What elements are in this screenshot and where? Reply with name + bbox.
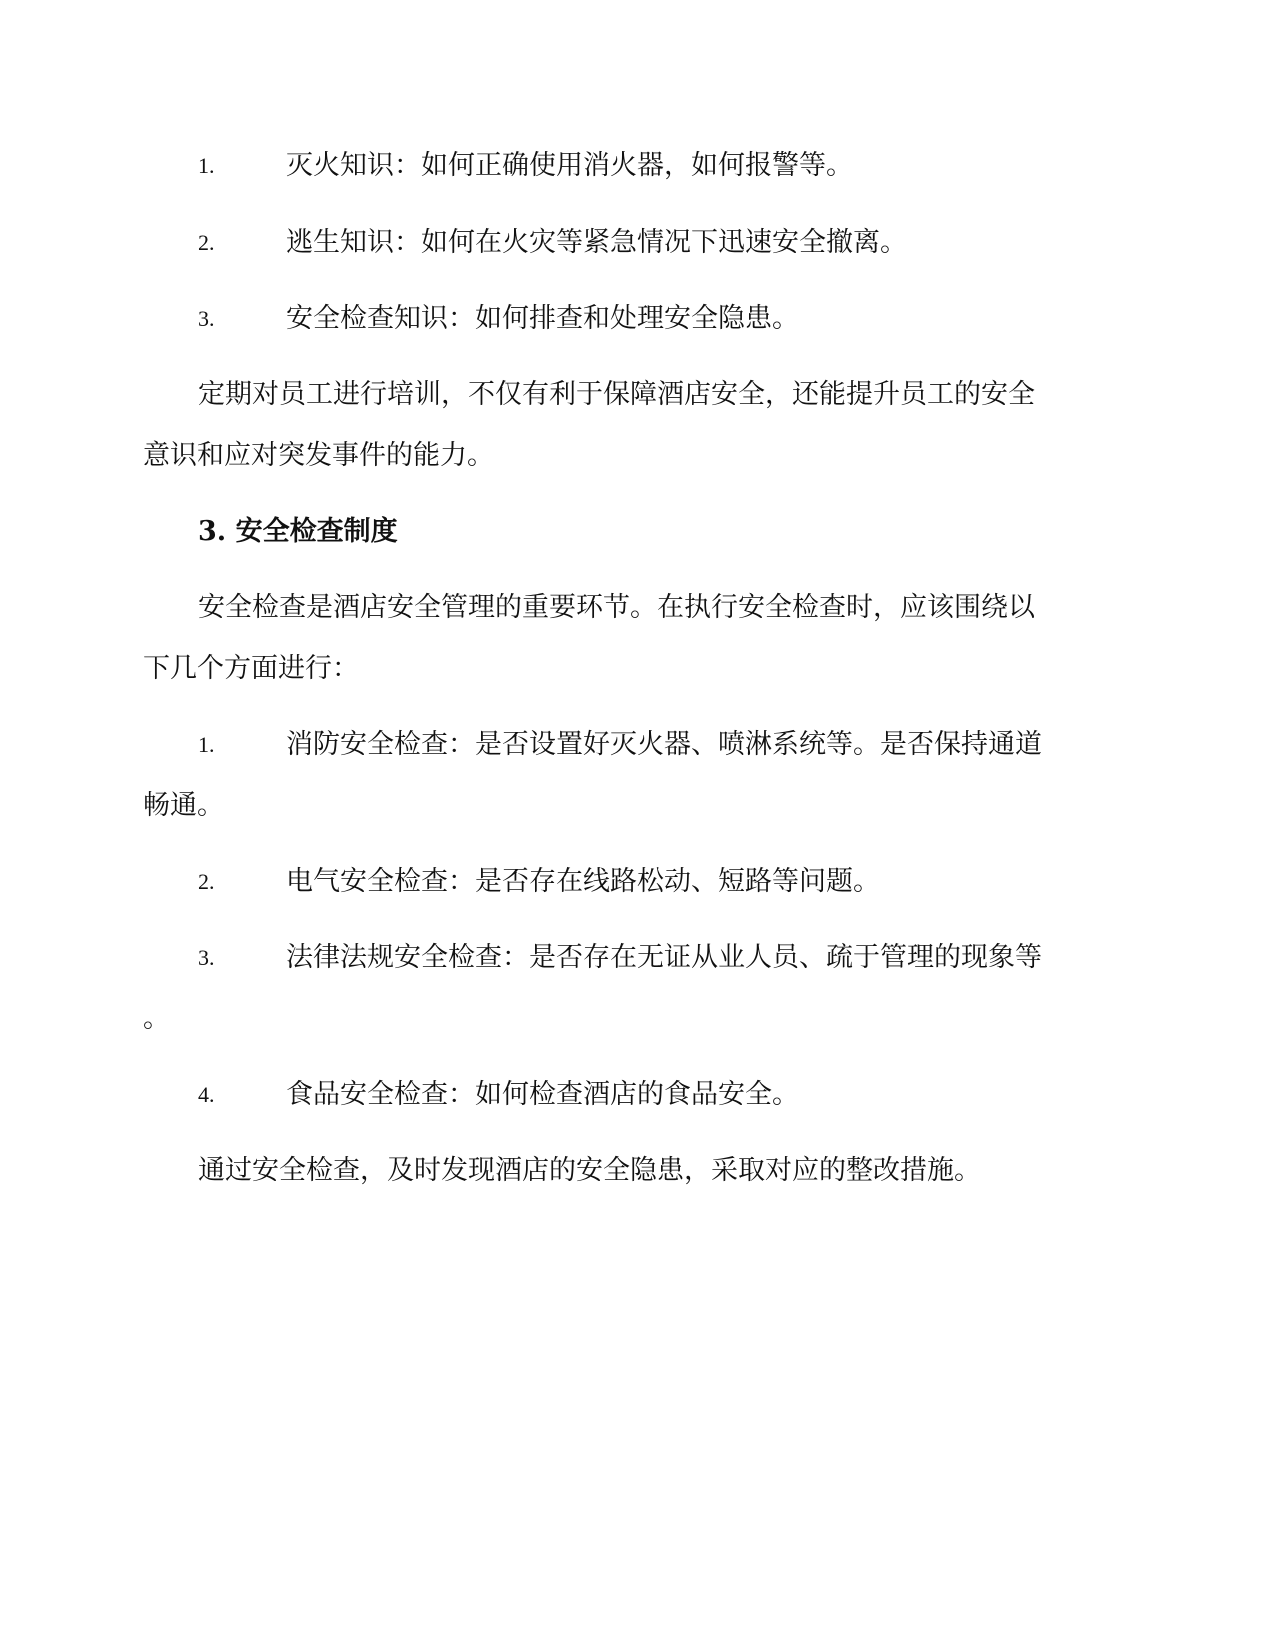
list-item-text-continued: 。	[143, 1003, 170, 1034]
list-item-number: 1.	[198, 732, 215, 757]
list-item-text: 法律法规安全检查：是否存在无证从业人员、疏于管理的现象等	[286, 942, 1042, 973]
list-item-number: 2.	[198, 230, 215, 255]
paragraph-line: 定期对员工进行培训，不仅有利于保障酒店安全，还能提升员工的安全	[198, 379, 1035, 410]
list-item-text: 灭火知识：如何正确使用消火器，如何报警等。	[286, 150, 853, 181]
list-item-text: 电气安全检查：是否存在线路松动、短路等问题。	[286, 866, 880, 897]
list-item-number: 3.	[198, 945, 215, 970]
list-item-text: 食品安全检查：如何检查酒店的食品安全。	[286, 1079, 799, 1110]
list-item-text: 逃生知识：如何在火灾等紧急情况下迅速安全撤离。	[286, 227, 907, 258]
list-item-number: 3.	[198, 306, 215, 331]
paragraph-line: 意识和应对突发事件的能力。	[143, 440, 494, 471]
list-item-number: 1.	[198, 153, 215, 178]
conclusion-paragraph: 通过安全检查，及时发现酒店的安全隐患，采取对应的整改措施。	[198, 1155, 981, 1186]
list-item-text: 消防安全检查：是否设置好灭火器、喷淋系统等。是否保持通道	[286, 729, 1042, 760]
list-item-number: 4.	[198, 1082, 215, 1107]
paragraph-line: 安全检查是酒店安全管理的重要环节。在执行安全检查时，应该围绕以	[198, 592, 1035, 623]
section-heading: 3. 安全检查制度	[198, 516, 398, 547]
paragraph-line: 下几个方面进行：	[143, 653, 359, 684]
list-item-text: 安全检查知识：如何排查和处理安全隐患。	[286, 303, 799, 334]
list-item-number: 2.	[198, 869, 215, 894]
list-item-text-continued: 畅通。	[143, 790, 224, 821]
